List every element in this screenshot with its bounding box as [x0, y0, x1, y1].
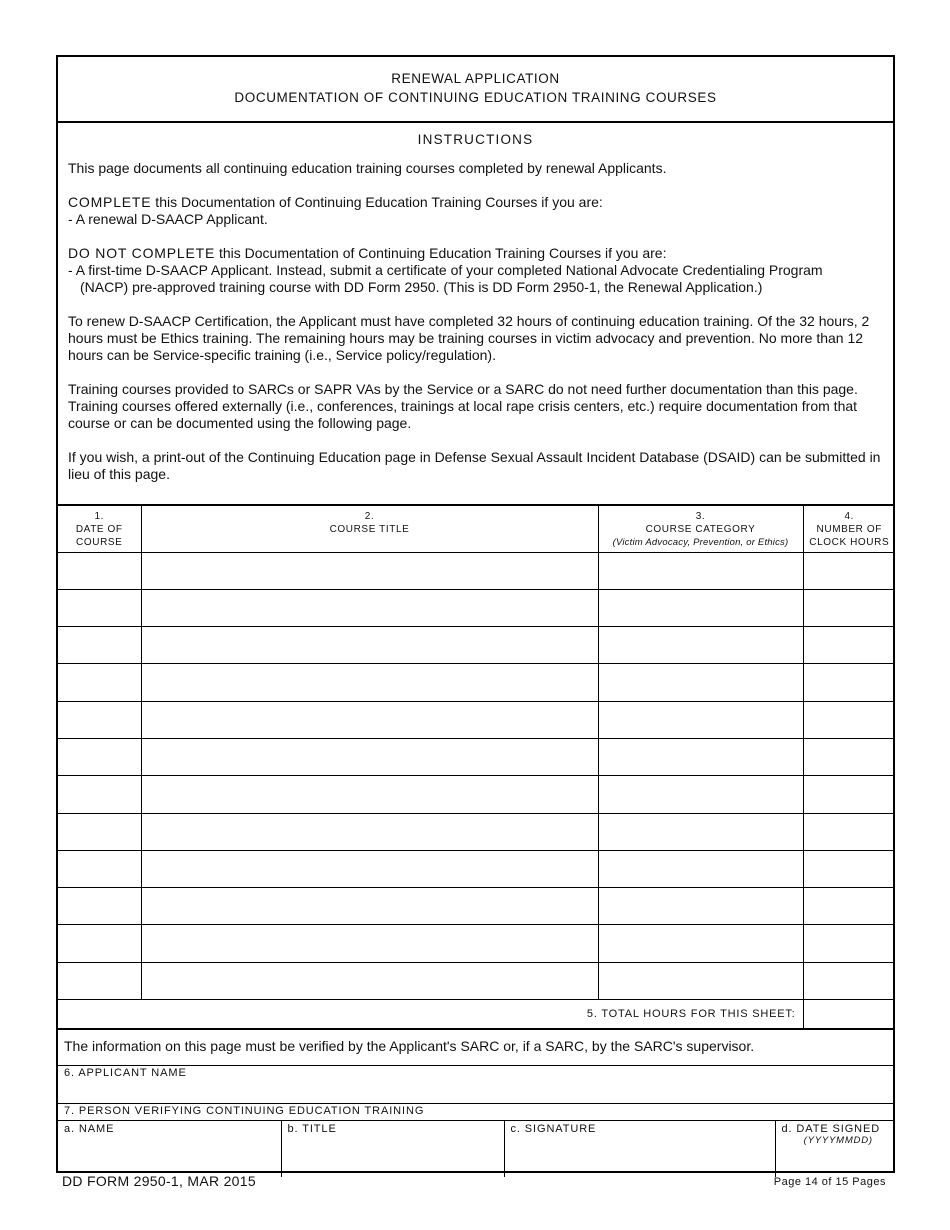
form-subtitle: DOCUMENTATION OF CONTINUING EDUCATION TRAINING COURSES [234, 90, 717, 105]
page-number: Page 14 of 15 Pages [773, 1176, 886, 1188]
table-row [58, 925, 895, 962]
complete-lead: COMPLETE [68, 194, 152, 210]
complete-item: - A renewal D-SAACP Applicant. [68, 211, 268, 227]
course-category-cell[interactable] [598, 850, 803, 887]
table-row [58, 627, 895, 664]
course-date-cell[interactable] [58, 701, 141, 738]
instructions-title: INSTRUCTIONS [417, 132, 534, 147]
course-title-cell[interactable] [141, 738, 598, 775]
table-row [58, 589, 895, 626]
col-category-header: 3. COURSE CATEGORY (Victim Advocacy, Prevention, or Ethics) [598, 506, 803, 552]
course-hours-cell[interactable] [803, 738, 895, 775]
course-hours-cell[interactable] [803, 813, 895, 850]
col-title-header: 2. COURSE TITLE [141, 506, 598, 552]
form-title: RENEWAL APPLICATION [391, 71, 560, 86]
dsaid-printout-note: If you wish, a print-out of the Continuing Education page in Defense Sexual Assault Incident Database (DSAID) can be submitted in lieu of this page. [68, 449, 881, 482]
table-row [58, 552, 895, 589]
course-title-cell[interactable] [141, 813, 598, 850]
course-category-cell[interactable] [598, 552, 803, 589]
course-category-cell[interactable] [598, 962, 803, 999]
course-title-cell[interactable] [141, 627, 598, 664]
course-title-cell[interactable] [141, 664, 598, 701]
table-row [58, 738, 895, 775]
table-row [58, 776, 895, 813]
course-category-cell[interactable] [598, 701, 803, 738]
course-category-cell[interactable] [598, 589, 803, 626]
donot-lead: DO NOT COMPLETE [68, 245, 216, 261]
course-title-cell[interactable] [141, 850, 598, 887]
course-hours-cell[interactable] [803, 664, 895, 701]
course-hours-cell[interactable] [803, 552, 895, 589]
total-hours-row [58, 1000, 895, 1029]
table-row [58, 888, 895, 925]
table-row [58, 701, 895, 738]
course-title-cell[interactable] [141, 701, 598, 738]
table-row [58, 962, 895, 999]
form-id: DD FORM 2950-1, MAR 2015 [62, 1173, 256, 1189]
verifier-signature-label: c. SIGNATURE [510, 1122, 597, 1135]
course-title-cell[interactable] [141, 552, 598, 589]
course-category-cell[interactable] [598, 888, 803, 925]
verifier-fields [58, 1121, 895, 1177]
form-header [58, 57, 893, 123]
verifier-name-label: a. NAME [64, 1122, 115, 1135]
course-date-cell[interactable] [58, 664, 141, 701]
total-hours-label: 5. TOTAL HOURS FOR THIS SHEET: [58, 1000, 803, 1028]
course-category-cell[interactable] [598, 738, 803, 775]
course-title-cell[interactable] [141, 776, 598, 813]
donot-item-lead: - A first-time D-SAACP Applicant. [68, 262, 273, 278]
courses-table [58, 506, 895, 1000]
course-category-cell[interactable] [598, 776, 803, 813]
date-format-hint: (YYYYMMDD) [803, 1134, 873, 1146]
table-row [58, 664, 895, 701]
course-date-cell[interactable] [58, 850, 141, 887]
donot-item-text: Instead, submit a certificate of your completed National Advocate Credentialing Program [272, 262, 823, 278]
table-row [58, 850, 895, 887]
course-date-cell[interactable] [58, 552, 141, 589]
verifier-title-label: b. TITLE [287, 1122, 337, 1135]
instructions-intro: This page documents all continuing education training courses completed by renewal Applicants. [68, 160, 667, 176]
course-date-cell[interactable] [58, 925, 141, 962]
course-date-cell[interactable] [58, 813, 141, 850]
applicant-name-field[interactable] [58, 1066, 893, 1104]
course-hours-cell[interactable] [803, 627, 895, 664]
course-category-cell[interactable] [598, 627, 803, 664]
verifier-section-heading: 7. PERSON VERIFYING CONTINUING EDUCATION TRAINING [58, 1104, 893, 1121]
course-hours-cell[interactable] [803, 701, 895, 738]
col-date-header: 1. DATE OF COURSE [58, 506, 141, 552]
course-hours-cell[interactable] [803, 776, 895, 813]
renewal-requirements: To renew D-SAACP Certification, the Applicant must have completed 32 hours of continuing education training. Of the 32 hours, 2 hours must be Ethics training. The remaining hours may be training courses in victim advocacy and prevention. No more than 12 hours can be Service-specific training (i.e., Service policy/regulation). [68, 313, 870, 363]
date-signed-field[interactable] [775, 1121, 895, 1177]
course-date-cell[interactable] [58, 962, 141, 999]
course-title-cell[interactable] [141, 925, 598, 962]
course-date-cell[interactable] [58, 589, 141, 626]
renewal-form [56, 55, 895, 1173]
complete-text: this Documentation of Continuing Education Training Courses if you are: [151, 194, 603, 210]
documentation-note: Training courses provided to SARCs or SAPR VAs by the Service or a SARC do not need further documentation than this page. Training courses offered externally (i.e., conferences, trainings at local rape crisis centers, etc.) require documentation from that course or can be documented using the following page. [68, 381, 858, 431]
total-hours-field[interactable] [803, 1000, 895, 1028]
course-category-cell[interactable] [598, 813, 803, 850]
course-hours-cell[interactable] [803, 962, 895, 999]
table-row [58, 813, 895, 850]
course-date-cell[interactable] [58, 738, 141, 775]
complete-instruction [68, 194, 883, 228]
course-hours-cell[interactable] [803, 589, 895, 626]
verifier-name-field[interactable] [58, 1121, 281, 1177]
verification-note: The information on this page must be verified by the Applicant's SARC or, if a SARC, by the SARC's supervisor. [58, 1029, 893, 1066]
do-not-complete-instruction [68, 245, 883, 296]
course-date-cell[interactable] [58, 627, 141, 664]
course-hours-cell[interactable] [803, 850, 895, 887]
table-header-row [58, 506, 895, 552]
course-category-cell[interactable] [598, 664, 803, 701]
col-hours-header: 4. NUMBER OF CLOCK HOURS [803, 506, 895, 552]
course-hours-cell[interactable] [803, 925, 895, 962]
course-hours-cell[interactable] [803, 888, 895, 925]
course-title-cell[interactable] [141, 962, 598, 999]
donot-item-cont: (NACP) pre-approved training course with DD Form 2950. (This is DD Form 2950-1, the Renewal Application.) [80, 279, 763, 295]
applicant-name-label: 6. APPLICANT NAME [64, 1066, 187, 1079]
verifier-signature-field[interactable] [504, 1121, 775, 1177]
course-title-cell[interactable] [141, 888, 598, 925]
instructions-section [58, 123, 893, 506]
course-date-cell[interactable] [58, 776, 141, 813]
donot-text: this Documentation of Continuing Education Training Courses if you are: [215, 245, 667, 261]
course-category-cell[interactable] [598, 925, 803, 962]
course-title-cell[interactable] [141, 589, 598, 626]
course-date-cell[interactable] [58, 888, 141, 925]
verifier-title-field[interactable] [281, 1121, 504, 1177]
date-signed-label: d. DATE SIGNED [781, 1122, 881, 1135]
